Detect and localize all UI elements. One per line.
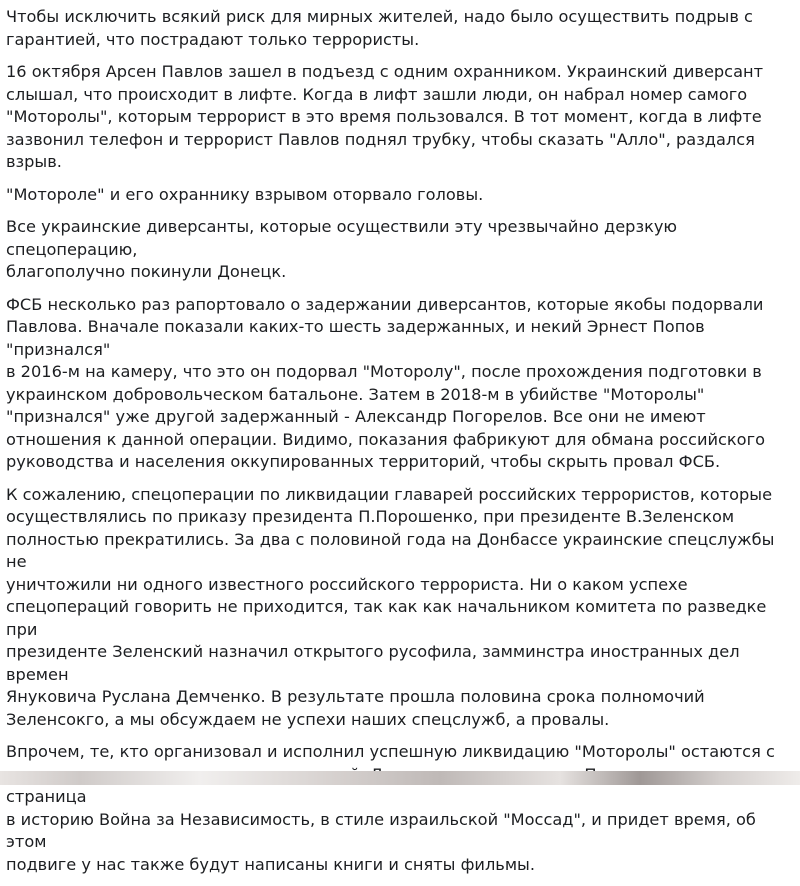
paragraph-6: К сожалению, спецоперации по ликвидации главарей российских террористов, которые осуществлялись по приказу президента П.Порошенко, при президенте В.Зеленском полностью прекратились. За два с половиной года на Донбассе украинские спецслужбы не уничтожили ни одного известного российского террориста. Ни о каком успехе спецопераций говорить не приходится, так как как начальником комитета по разведке при президенте Зеленский назначил открытого русофила, замминстра иностранных дел времен Януковича Руслана Демченко. В результате прошла половина срока полномочий Зеленсокго, а мы обсуждаем не успехи наших спецслужб, а провалы. [6,484,775,729]
attached-image-edge[interactable] [0,771,800,785]
paragraph-7: Впрочем, те, кто организовал и исполнил успешную ликвидацию "Моторолы" остаются с страница в историю Война за Независимость, в стиле израильской "Моссад", и придет время, об этом подвиге у нас также будут написаны книги и сняты фильмы. [6,742,775,874]
paragraph-4: Все украинские диверсанты, которые осуществили эту чрезвычайно дерзкую спецоперацию, благополучно покинули Донецк. [6,217,678,281]
paragraph-1: Чтобы исключить всякий риск для мирных жителей, надо было осуществить подрыв с гарантией, что пострадают только террористы. [6,7,753,49]
paragraph-5: ФСБ несколько раз рапортовало о задержании диверсантов, которые якобы подорвали Павлова. Вначале показали каких-то шесть задержанных, и некий Эрнест Попов "признался" в 2016-м на камеру, что это он подорвал "Моторолу", после прохождения подготовки в украинском добровольческом батальоне. Затем в 2018-м в убийстве "Моторолы" "признался" уже другой задержанный - Александр Погорелов. Все они не имеют отношения к данной операции. Видимо, показания фабрикуют для обмана российского руководства и населения оккупированных территорий, чтобы скрыть провал ФСБ. [6,294,765,471]
post-body [6,6,794,886]
paragraph-2: 16 октября Арсен Павлов зашел в подъезд с одним охранником. Украинский диверсант слышал, что происходит в лифте. Когда в лифт зашли люди, он набрал номер самого "Моторолы", которым террорист в это время пользовался. В тот момент, когда в лифте зазвонил телефон и террорист Павлов поднял трубку, чтобы сказать "Алло", раздался взрыв. [6,62,764,171]
paragraph-3: "Мотороле" и его охраннику взрывом оторвало головы. [6,184,484,204]
